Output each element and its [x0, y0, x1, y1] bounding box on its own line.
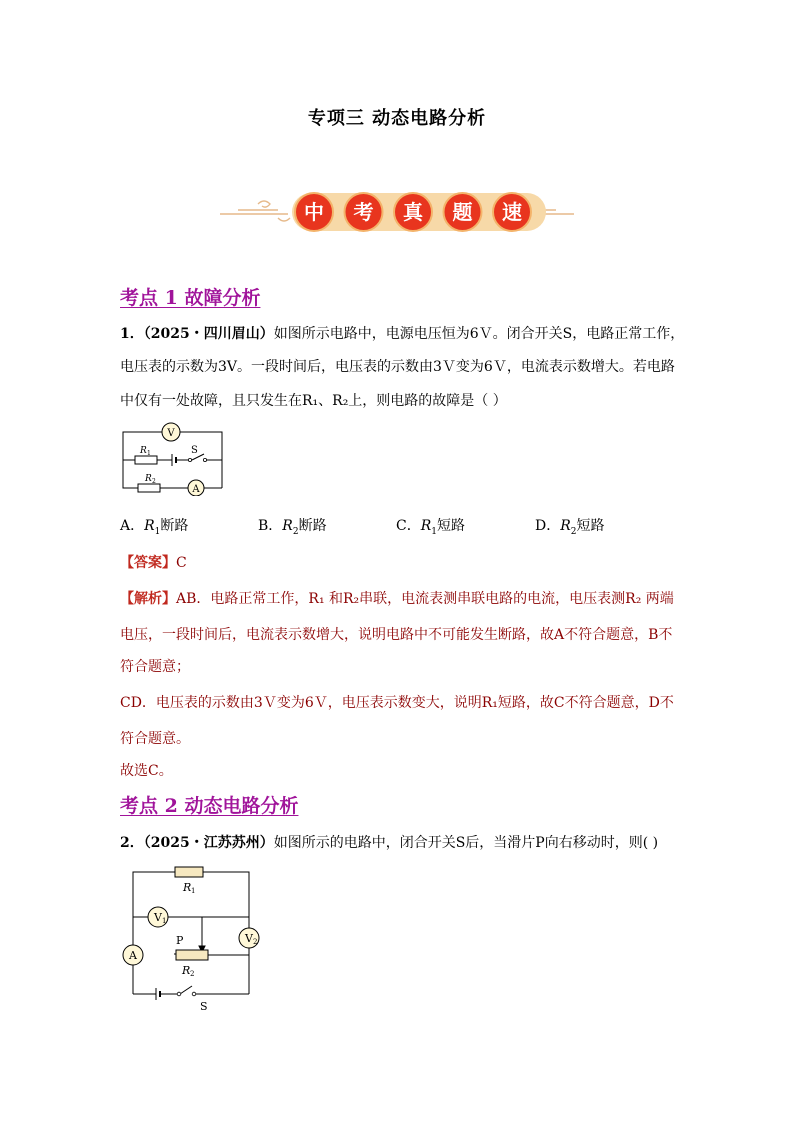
v1-sub: 1 — [162, 917, 167, 925]
r1-sub: 1 — [191, 887, 196, 895]
v2-sub: 2 — [253, 938, 258, 946]
q1-analysis-4: CD．电压表的示数由3Ｖ变为6Ｖ，电压表示数变大，说明R₁短路，故C不符合题意，D不 — [120, 695, 674, 711]
v1-label: V — [154, 911, 162, 924]
page-title: 专项三 动态电路分析 — [307, 108, 487, 129]
q1-text-1: 如图所示电路中，电源电压恒为6Ｖ。闭合开关S，电路正常工作， — [273, 326, 685, 342]
answer-value: C — [176, 555, 187, 571]
banner-char: 真 — [403, 200, 423, 224]
banner — [218, 190, 576, 234]
analysis-tag: 【解析】 — [120, 591, 176, 607]
banner-char: 中 — [304, 200, 324, 224]
q1-text-3: 中仅有一处故障，且只发生在R₁、R₂上，则电路的故障是（ ） — [120, 393, 507, 409]
r1-label: R — [140, 446, 147, 456]
q2-text: 如图所示的电路中，闭合开关S后，当滑片P向右移动时，则( ) — [273, 835, 659, 851]
r2-sub: 2 — [190, 970, 195, 978]
q1-analysis-3: 符合题意； — [120, 659, 190, 675]
section-heading-dynamic: 考点 2 动态电路分析 — [120, 795, 299, 817]
slider-p-label: P — [176, 934, 184, 947]
q1-analysis-1: 【解析】AB．电路正常工作，R₁ 和R₂串联，电流表测串联电路的电流，电压表测R₂ 两端 — [120, 591, 674, 607]
q1-option-a[interactable]: A．$R_1$断路 — [120, 518, 189, 537]
q1-analysis-5: 符合题意。 — [120, 731, 190, 747]
r2-label: R — [145, 474, 152, 484]
q1-option-b[interactable]: B．$R_2$断路 — [258, 518, 327, 537]
switch-label: S — [200, 1000, 208, 1012]
voltmeter-label: V — [167, 428, 175, 439]
v2-label: V — [245, 932, 253, 945]
q1-answer — [120, 552, 187, 572]
banner-char: 考 — [353, 200, 374, 224]
r2-label: R — [182, 964, 191, 977]
answer-tag: 【答案】 — [120, 555, 176, 571]
banner-ornament-left — [220, 201, 290, 221]
ammeter-label: A — [129, 949, 137, 962]
q1-option-c[interactable]: C．$R_1$短路 — [396, 518, 465, 537]
r2-sub: 2 — [152, 478, 156, 485]
q1-source: 1．（2025・四川眉山） — [120, 326, 274, 342]
r1-sub: 1 — [147, 450, 151, 457]
banner-char: 速 — [502, 200, 522, 224]
q1-line1 — [120, 323, 684, 343]
r1-label: R — [183, 881, 192, 894]
switch-label: S — [191, 445, 198, 456]
section-heading-fault: 考点 1 故障分析 — [120, 287, 261, 309]
ammeter-label: A — [192, 484, 200, 495]
q1-analysis-6: 故选C。 — [120, 763, 173, 779]
banner-char: 题 — [452, 200, 473, 224]
q1-text-2: 电压表的示数为3V。一段时间后，电压表的示数由3Ｖ变为6Ｖ，电流表示数增大。若电路 — [120, 359, 675, 375]
q2-circuit-diagram — [116, 862, 266, 1012]
q1-analysis-2: 电压，一段时间后，电流表示数增大，说明电路中不可能发生断路，故A不符合题意，B不 — [120, 627, 673, 643]
q2-line1 — [120, 832, 658, 852]
q1-circuit-diagram — [118, 420, 228, 496]
q1-option-d[interactable]: D．$R_2$短路 — [535, 518, 605, 537]
q2-source: 2．（2025・江苏苏州） — [120, 835, 274, 851]
